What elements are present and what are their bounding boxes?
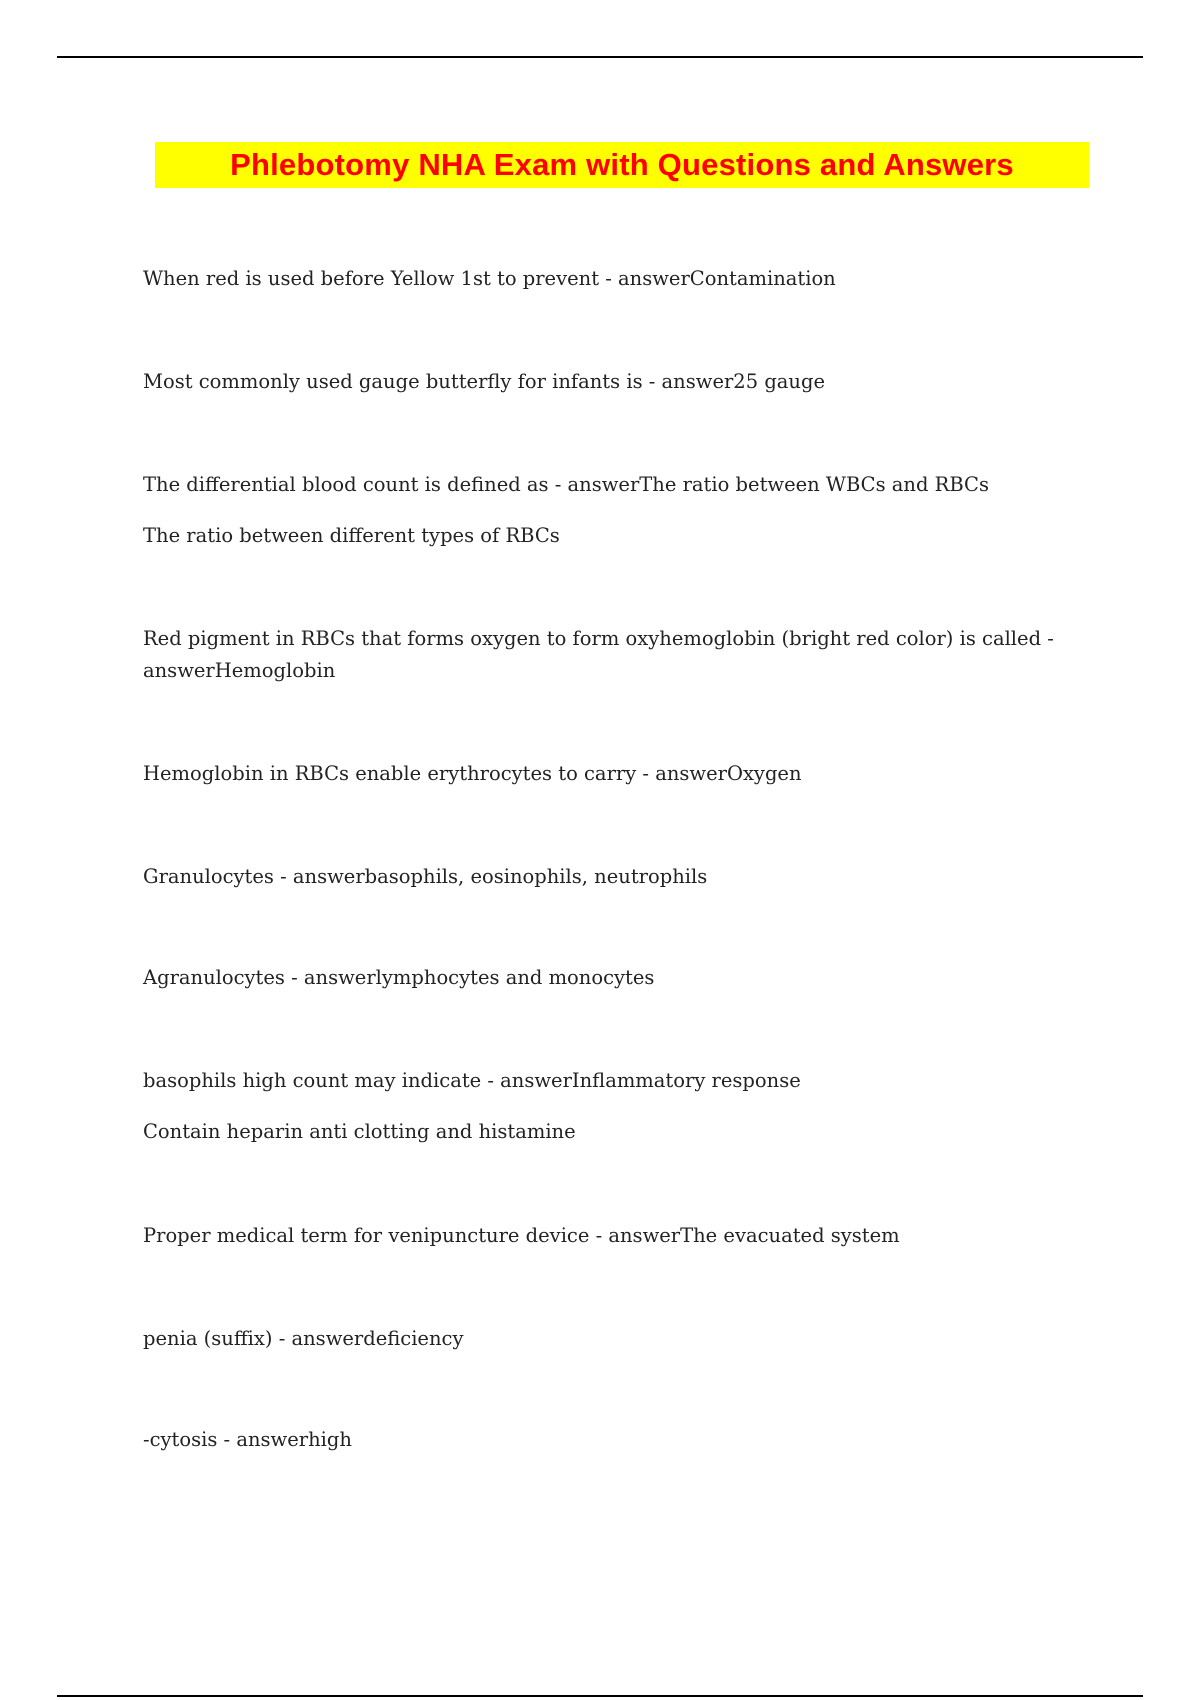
qa-line: -cytosis - answerhigh: [143, 1428, 352, 1451]
qa-item-2: [143, 366, 1063, 398]
qa-line: The differential blood count is defined as - answerThe ratio between WBCs and RBCs: [143, 473, 989, 496]
top-rule: [57, 56, 1143, 58]
qa-line: Proper medical term for venipuncture device - answerThe evacuated system: [143, 1224, 900, 1247]
qa-line: The ratio between different types of RBCs: [143, 524, 560, 547]
qa-item-4: [143, 623, 1063, 687]
page-title: Phlebotomy NHA Exam with Questions and Answers: [230, 147, 1014, 182]
qa-line: Contain heparin anti clotting and histamine: [143, 1120, 576, 1143]
title-highlight: [155, 142, 1089, 188]
qa-item-11: [143, 1424, 1063, 1456]
qa-line: When red is used before Yellow 1st to prevent - answerContamination: [143, 267, 836, 290]
qa-item-8: [143, 1065, 1063, 1148]
qa-item-10: [143, 1323, 1063, 1355]
qa-line: basophils high count may indicate - answerInflammatory response: [143, 1069, 801, 1092]
bottom-rule: [57, 1695, 1143, 1697]
qa-line: Red pigment in RBCs that forms oxygen to form oxyhemoglobin (bright red color) is called - answerHemoglobin: [143, 627, 1054, 682]
qa-line: Most commonly used gauge butterfly for infants is - answer25 gauge: [143, 370, 826, 393]
qa-line: penia (suffix) - answerdeficiency: [143, 1327, 464, 1350]
qa-line: Agranulocytes - answerlymphocytes and monocytes: [143, 966, 655, 989]
qa-line: Hemoglobin in RBCs enable erythrocytes to carry - answerOxygen: [143, 762, 802, 785]
qa-item-6: [143, 861, 1063, 893]
qa-item-7: [143, 962, 1063, 994]
qa-item-5: [143, 758, 1063, 790]
qa-item-3: [143, 469, 1063, 552]
qa-item-9: [143, 1220, 1063, 1252]
qa-line: Granulocytes - answerbasophils, eosinophils, neutrophils: [143, 865, 708, 888]
qa-item-1: [143, 263, 1063, 295]
